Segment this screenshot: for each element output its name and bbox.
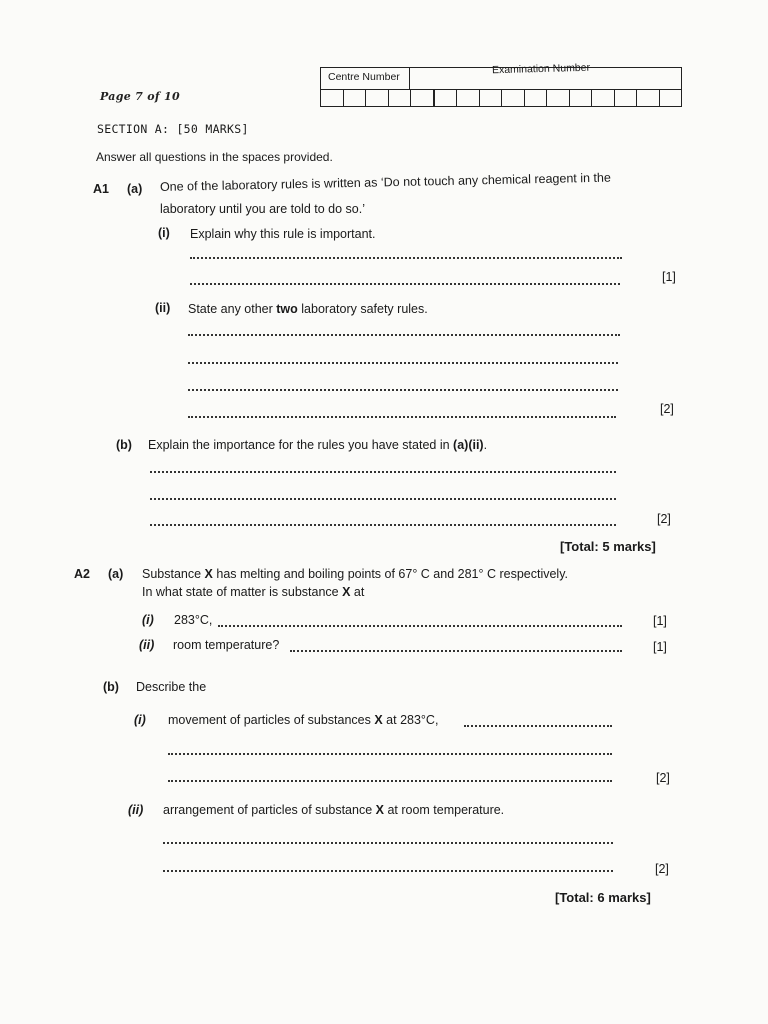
answer-line[interactable]: [218, 617, 622, 627]
answer-line[interactable]: [150, 516, 616, 526]
section-instruction: Answer all questions in the spaces provided.: [96, 150, 333, 164]
answer-line[interactable]: [188, 326, 620, 336]
answer-line[interactable]: [163, 862, 613, 872]
number-cell[interactable]: [411, 90, 435, 106]
number-cell[interactable]: [435, 90, 458, 106]
number-cell[interactable]: [547, 90, 570, 106]
a2b-text: Describe the: [136, 680, 207, 694]
a2a-text-line1: Substance X has melting and boiling points of 67° C and 281° C respectively.: [142, 567, 568, 581]
answer-line[interactable]: [188, 381, 618, 391]
a1aii-text: State any other two laboratory safety rules.: [188, 302, 428, 316]
a2a-text-line2: In what state of matter is substance X at: [142, 585, 365, 599]
marks-a2ai: [1]: [653, 614, 667, 628]
number-cell[interactable]: [570, 90, 593, 106]
number-cell[interactable]: [592, 90, 615, 106]
number-cell[interactable]: [366, 90, 389, 106]
subpart-label-a2bii: (ii): [128, 803, 144, 817]
total-a2: [Total: 6 marks]: [555, 890, 651, 905]
number-cell[interactable]: [637, 90, 660, 106]
question-number-a1: A1: [93, 182, 109, 196]
a2bi-text: movement of particles of substances X at 283°C,: [168, 713, 439, 727]
answer-line[interactable]: [150, 463, 616, 473]
number-cell[interactable]: [344, 90, 367, 106]
header-divider: [409, 68, 410, 90]
answer-line[interactable]: [163, 834, 613, 844]
a1ai-text: Explain why this rule is important.: [190, 227, 376, 241]
subpart-label-a1ai: (i): [158, 226, 170, 240]
marks-a2bii: [2]: [655, 862, 669, 876]
answer-line[interactable]: [150, 490, 616, 500]
number-cell[interactable]: [660, 90, 682, 106]
number-cell[interactable]: [321, 90, 344, 106]
a1a-text-line1: One of the laboratory rules is written as ‘Do not touch any chemical reagent in the: [159, 170, 611, 194]
question-number-a2: A2: [74, 567, 90, 581]
marks-a1aii: [2]: [660, 402, 674, 416]
marks-a1b: [2]: [657, 512, 671, 526]
marks-a2bi: [2]: [656, 771, 670, 785]
a2ai-text: 283°C,: [174, 613, 213, 627]
answer-line[interactable]: [190, 249, 622, 259]
a2aii-text: room temperature?: [173, 638, 280, 652]
part-label-a2a: (a): [108, 567, 124, 581]
a2bii-text: arrangement of particles of substance X at room temperature.: [163, 803, 505, 817]
number-cell[interactable]: [480, 90, 503, 106]
section-title: SECTION A: [50 MARKS]: [97, 122, 249, 136]
subpart-label-a2bi: (i): [134, 713, 146, 727]
subpart-label-a2aii: (ii): [139, 638, 155, 652]
number-cell[interactable]: [525, 90, 548, 106]
part-label-a1b: (b): [116, 438, 132, 452]
part-label-a2b: (b): [103, 680, 119, 694]
marks-a2aii: [1]: [653, 640, 667, 654]
centre-number-label: Centre Number: [328, 71, 400, 83]
subpart-label-a1aii: (ii): [155, 301, 171, 315]
answer-line[interactable]: [290, 642, 622, 652]
subpart-label-a2ai: (i): [142, 613, 154, 627]
answer-line[interactable]: [168, 772, 612, 782]
answer-line[interactable]: [464, 717, 612, 727]
marks-a1ai: [1]: [662, 270, 676, 284]
number-cell[interactable]: [389, 90, 412, 106]
number-cells: [320, 89, 682, 107]
answer-line[interactable]: [190, 275, 620, 285]
answer-line[interactable]: [168, 745, 612, 755]
number-cell[interactable]: [502, 90, 525, 106]
a1b-text: Explain the importance for the rules you have stated in (a)(ii).: [148, 438, 488, 452]
candidate-number-box: [320, 55, 682, 103]
number-cell[interactable]: [457, 90, 480, 106]
answer-line[interactable]: [188, 408, 616, 418]
number-cell[interactable]: [615, 90, 638, 106]
part-label-a1a: (a): [127, 182, 143, 196]
answer-line[interactable]: [188, 354, 618, 364]
a1a-text-line2: laboratory until you are told to do so.’: [160, 202, 365, 216]
total-a1: [Total: 5 marks]: [560, 539, 656, 554]
page-number: Page 7 of 10: [100, 90, 180, 103]
examination-number-label: Examination Number: [491, 61, 591, 77]
